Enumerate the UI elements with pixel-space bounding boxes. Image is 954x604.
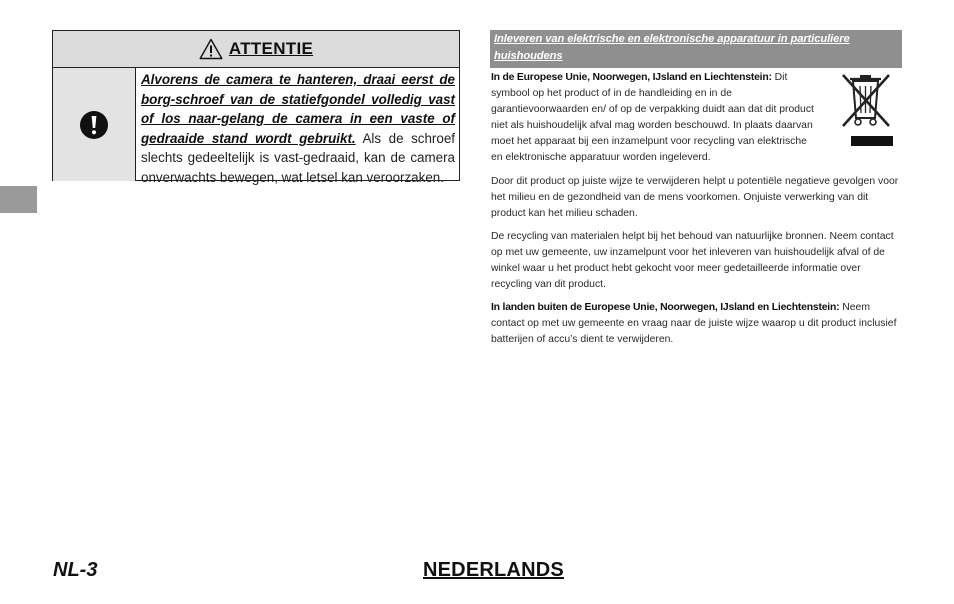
weee-paragraph-2: Door dit product op juiste wijze te verwijderen helpt u potentiële negatieve gevolgen voor het milieu en de gezondheid van de mens voorkomen. Onjuiste verwerking van dit product kan het milieu schaden.	[491, 175, 899, 219]
page-number: NL-3	[53, 559, 98, 581]
weee-p1-text: Dit symbool op het product of in de handleiding en in de garantievoorwaarden en/ of op de verpakking duidt aan dat dit product niet als huishoudelijk afval mag worden beschouwd. In plaats daarvan moet het apparaat bij een inzamelpunt voor recycling van elektrische en elektronische apparatuur worden ingeleverd.	[491, 72, 814, 164]
weee-paragraph-3: De recycling van materialen helpt bij het behoud van natuurlijke bronnen. Neem contact op met uw gemeente, uw inzamelpunt voor het inleveren van huishoudelijk afval of de winkel waar u het product hebt gekocht voor meer gedetailleerde informatie over recycling van dit product.	[491, 230, 894, 291]
caution-box	[52, 30, 460, 185]
language-label: NEDERLANDS	[423, 559, 564, 581]
warning-triangle-icon	[199, 38, 223, 60]
weee-p4-text: Neem contact op met uw gemeente en vraag naar de juiste wijze waarop u dit product inclusief batterijen of accu’s dient te verwijderen.	[491, 302, 897, 346]
side-tab-marker	[0, 186, 37, 213]
caution-text	[136, 68, 459, 185]
weee-paragraph-1	[491, 70, 821, 167]
weee-body	[491, 70, 903, 356]
caution-icon-cell	[53, 68, 136, 181]
weee-paragraph-4	[491, 300, 903, 348]
exclamation-circle-icon	[79, 110, 109, 140]
weee-p4-bold: In landen buiten de Europese Unie, Noorwegen, IJsland en Liechtenstein:	[491, 302, 840, 314]
caution-normal-text: Als de schroef slechts gedeeltelijk is vast-gedraaid, kan de camera onverwachts bewegen, wat letsel kan veroorzaken.	[141, 130, 455, 185]
caution-header	[53, 31, 459, 68]
weee-heading: Inleveren van elektrische en elektronische apparatuur in particuliere huishoudens	[490, 30, 902, 68]
caution-content	[53, 68, 459, 185]
weee-p1-bold: In de Europese Unie, Noorwegen, IJsland en Liechtenstein:	[491, 72, 772, 83]
caution-bold-text: Alvorens de camera te hanteren, draai eerst de borg-schroef van de statiefgondel volledig vast of los naar-gelang de camera in een vaste of gedraaide stand wordt gebruikt.	[141, 72, 455, 146]
caution-title: ATTENTIE	[228, 39, 314, 58]
